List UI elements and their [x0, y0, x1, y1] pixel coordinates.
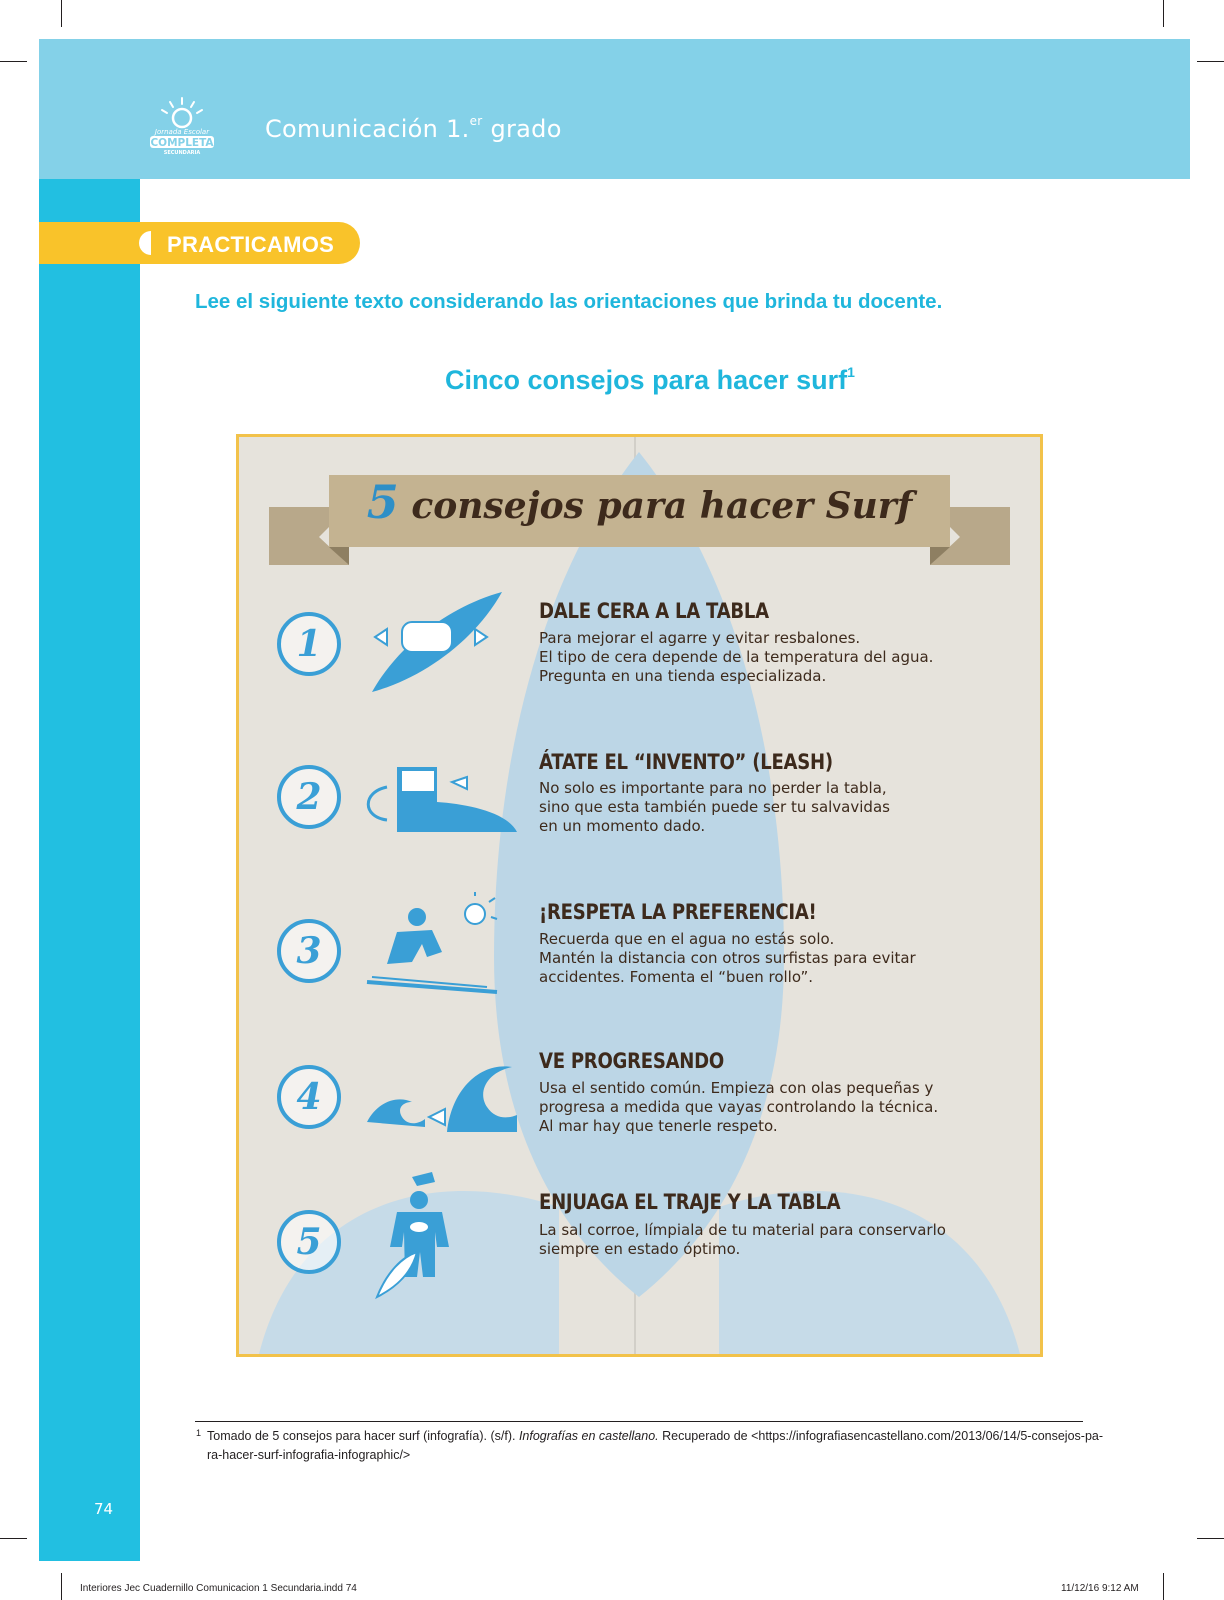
footnote-reference: 1: [847, 364, 855, 380]
infographic-title: [239, 475, 1040, 529]
print-slug-date: 11/12/16 9:12 AM: [1061, 1583, 1139, 1594]
crop-mark: [61, 0, 62, 27]
step-3-line: Recuerda que en el agua no estás solo.: [539, 930, 835, 948]
crop-mark: [0, 61, 27, 62]
footnote-rule: [195, 1421, 1083, 1422]
footnote: [196, 1427, 1104, 1465]
step-5-heading: ENJUAGA EL TRAJE Y LA TABLA: [539, 1190, 841, 1214]
crop-mark: [0, 1538, 27, 1539]
step-2-line: sino que esta también puede ser tu salvavidas: [539, 798, 890, 816]
page-number: 74: [94, 1500, 114, 1518]
header-subject: Comunicación 1.: [265, 115, 470, 143]
step-1-line: Para mejorar el agarre y evitar resbalones.: [539, 629, 861, 647]
step-2-line: en un momento dado.: [539, 817, 706, 835]
crop-mark: [1163, 0, 1164, 27]
step-2-heading: ÁTATE EL “INVENTO” (LEASH): [539, 750, 833, 774]
step-3-number: 3: [277, 919, 341, 983]
step-4-line: progresa a medida que vayas controlando la técnica.: [539, 1098, 939, 1116]
crop-mark: [1197, 61, 1224, 62]
step-1-line: Pregunta en una tienda especializada.: [539, 667, 827, 685]
logo-text-main: COMPLETA: [150, 137, 214, 149]
reading-title-text: Cinco consejos para hacer surf: [445, 365, 848, 395]
crop-mark: [1163, 1573, 1164, 1600]
step-3-line: accidentes. Fomenta el “buen rollo”.: [539, 968, 814, 986]
step-2-line: No solo es importante para no perder la tabla,: [539, 779, 887, 797]
waves-progress-icon: [357, 1047, 517, 1147]
step-1-heading: DALE CERA A LA TABLA: [539, 599, 769, 623]
reading-title: [0, 364, 1224, 396]
jornada-escolar-completa-logo: [140, 96, 224, 156]
surfers-collision-icon: [357, 892, 507, 1002]
step-2-body: [539, 779, 890, 836]
footnote-source-title: Infografías en castellano.: [518, 1429, 659, 1443]
hand-waxing-board-icon: [357, 587, 507, 697]
step-5-line: La sal corroe, límpiala de tu material para conservarlo: [539, 1221, 946, 1239]
step-3-body: [539, 930, 916, 987]
print-slug-file: Interiores Jec Cuadernillo Comunicacion 1 Secundaria.indd 74: [80, 1583, 357, 1594]
header-title: [265, 114, 562, 143]
practicamos-label: PRACTICAMOS: [167, 232, 335, 257]
step-4-line: Usa el sentido común. Empieza con olas pequeñas y: [539, 1079, 934, 1097]
footnote-url-start: Recuperado de <https://infografiasencastellano.com/2013/06/14/5-consejos-pa-: [658, 1429, 1104, 1443]
infographic-title-number: 5: [366, 475, 399, 529]
step-4-line: Al mar hay que tenerle respeto.: [539, 1117, 778, 1135]
footnote-line-1: [196, 1427, 1104, 1446]
header-grade-sup: er: [469, 114, 483, 128]
step-5-number: 5: [277, 1210, 341, 1274]
step-5-body: [539, 1221, 946, 1259]
step-1-number: 1: [277, 612, 341, 676]
step-2-number: 2: [277, 765, 341, 829]
foot-leash-icon: [357, 742, 517, 842]
wetsuit-shower-icon: [357, 1172, 477, 1302]
instruction-text: Lee el siguiente texto considerando las orientaciones que brinda tu docente.: [195, 290, 943, 313]
infographic-title-text: consejos para hacer Surf: [398, 485, 913, 527]
step-1-line: El tipo de cera depende de la temperatura del agua.: [539, 648, 934, 666]
step-3-heading: ¡RESPETA LA PREFERENCIA!: [539, 900, 817, 924]
footnote-mark: 1: [196, 1428, 202, 1438]
step-1-body: [539, 629, 933, 686]
footnote-text: Tomado de 5 consejos para hacer surf (infografía). (s/f).: [207, 1429, 519, 1443]
step-5-line: siempre en estado óptimo.: [539, 1240, 741, 1258]
footnote-line-2: ra-hacer-surf-infografia-infographic/>: [207, 1448, 411, 1462]
step-4-heading: VE PROGRESANDO: [539, 1049, 725, 1073]
surf-infographic: [236, 434, 1043, 1357]
header-grade-word: grado: [482, 115, 562, 143]
logo-text-top: Jornada Escolar: [154, 128, 210, 136]
crop-mark: [1197, 1538, 1224, 1539]
step-4-number: 4: [277, 1065, 341, 1129]
crop-mark: [61, 1573, 62, 1600]
step-3-line: Mantén la distancia con otros surfistas para evitar: [539, 949, 916, 967]
logo-text-bottom: SECUNDARIA: [163, 150, 201, 156]
step-4-body: [539, 1079, 938, 1136]
